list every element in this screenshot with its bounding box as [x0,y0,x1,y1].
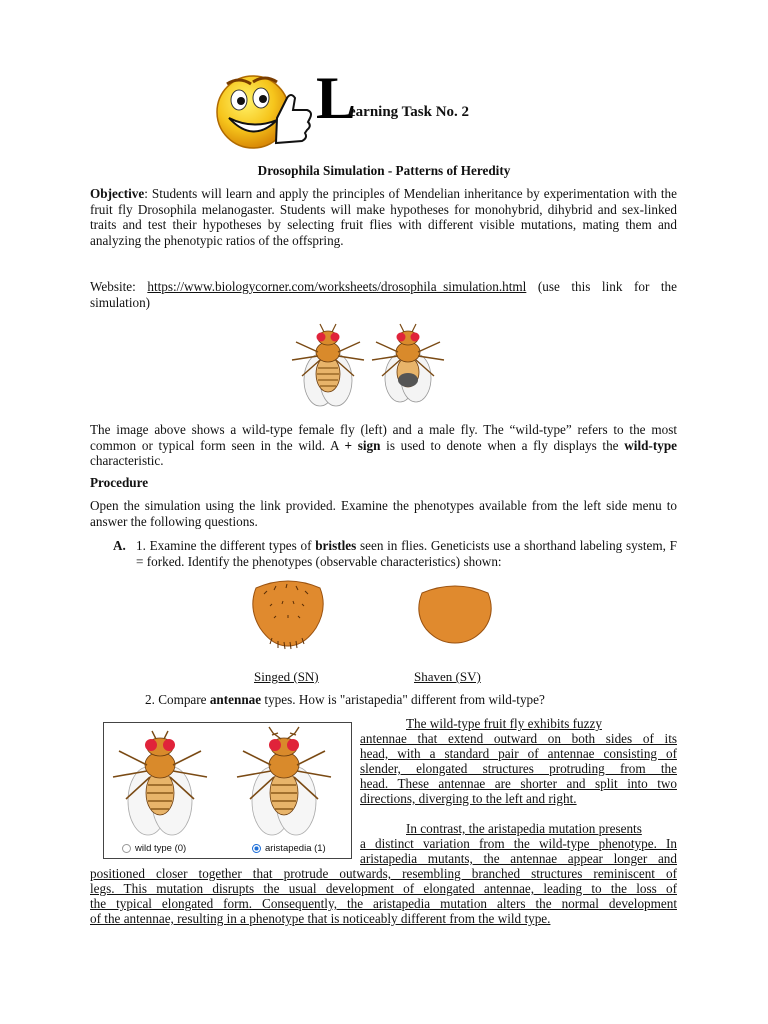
shaven-thorax-image [418,583,492,645]
question-1-text-1: Examine the different types of [145,538,316,553]
bristles-term: bristles [315,538,357,553]
question-1-text-2: seen in flies. Geneticists use a shorthand labeling system, F = forked. Identify the phenotypes (observable characteristics) shown: [136,538,677,569]
antennae-figure [103,722,352,859]
objective-paragraph [90,186,677,248]
answer-line: aristapedia mutants, the antennae appear longer and [360,851,677,866]
page-title: earning Task No. 2 [349,104,470,120]
wild-type-paragraph [90,422,677,469]
procedure-intro: Open the simulation using the link provided. Examine the phenotypes available from the left side menu to answer the following questions. [90,498,677,529]
answer-line: The wild-type fruit fly exhibits fuzzy [406,716,602,731]
wild-type-text-3: characteristic. [90,453,164,469]
wild-type-term: wild-type [624,437,677,453]
aristapedia-radio[interactable] [252,844,261,853]
singed-thorax-image [250,578,326,650]
website-label: Website: [90,279,148,294]
answer-line: a distinct variation from the wild-type phenotype. In [360,836,677,851]
question-letter: A. [113,538,126,553]
answer-line: head, with a standard pair of antennae consisting of [360,746,677,761]
answer-line: antennae that extend outward on both sides of its [360,731,677,746]
simulation-link[interactable]: https://www.biologycorner.com/worksheets/drosophila_simulation.html [147,279,527,294]
wild-type-fly [113,731,207,835]
antennae-term: antennae [209,692,262,707]
wild-type-flies-image [286,322,456,410]
question-2 [145,692,545,708]
answer-line: slender, elongated structures protruding from the [360,761,677,776]
answer-line: the typical elongated form. Consequently, the aristapedia mutation alters the normal development [90,896,677,911]
legend-wild-type-label: wild type (0) [135,843,187,854]
aristapedia-fly [237,727,331,835]
shaven-label: Shaven (SV) [414,669,481,684]
website-paragraph [90,279,677,310]
wild-type-radio[interactable] [122,844,131,853]
question-2-text-1: 2. Compare [145,692,210,707]
wild-type-text-1: The image above shows a wild-type female fly (left) and a male fly. The “wild-type” refers to the most common or typical form seen in the wild. A [90,422,677,453]
objective-label: Objective [90,186,145,201]
plus-sign-term: + sign [344,437,381,453]
female-fly [292,324,364,406]
legend-wild-type [122,843,186,854]
wild-type-text-2: is used to denote when a fly displays the [380,437,625,453]
legend-aristapedia-label: aristapedia (1) [265,843,326,854]
objective-text: : Students will learn and apply the principles of Mendelian inheritance by experimentation with the fruit fly Drosophila melanogaster. Students will make hypotheses for monohybrid, dihybrid and sex-linked traits and test their hypotheses by selecting fruit flies with different visible mutations, mating them and analyzing the phenotypic ratios of the offspring. [90,186,677,248]
answer-line: head. These antennae are shorter and split into two [360,776,677,791]
answer-line: directions, diverging to the left and right. [360,791,577,806]
answer-line: In contrast, the aristapedia mutation presents [406,821,642,836]
singed-label: Singed (SN) [254,669,319,684]
website-suffix: (use this link for the simulation) [90,279,677,310]
answer-line: of the antennae, resulting in a phenotype that is noticeably different from the wild type. [90,911,551,926]
procedure-heading: Procedure [90,475,149,490]
question-1-number: 1. [136,538,146,553]
document-heading: Drosophila Simulation - Patterns of Heredity [257,163,511,178]
answer-line: positioned closer together that protrude outwards, resembling branched structures reminiscent of [90,866,677,881]
male-fly [372,324,444,402]
decorative-initial-letter: L [316,65,357,131]
legend-aristapedia [252,843,326,854]
answer-line: legs. This mutation disrupts the usual development of elongated antennae, leading to the loss of [90,881,677,896]
question-1 [136,538,677,569]
question-2-text-2: types. How is "aristapedia" different from wild-type? [261,692,545,707]
antennae-flies-image [108,725,346,843]
